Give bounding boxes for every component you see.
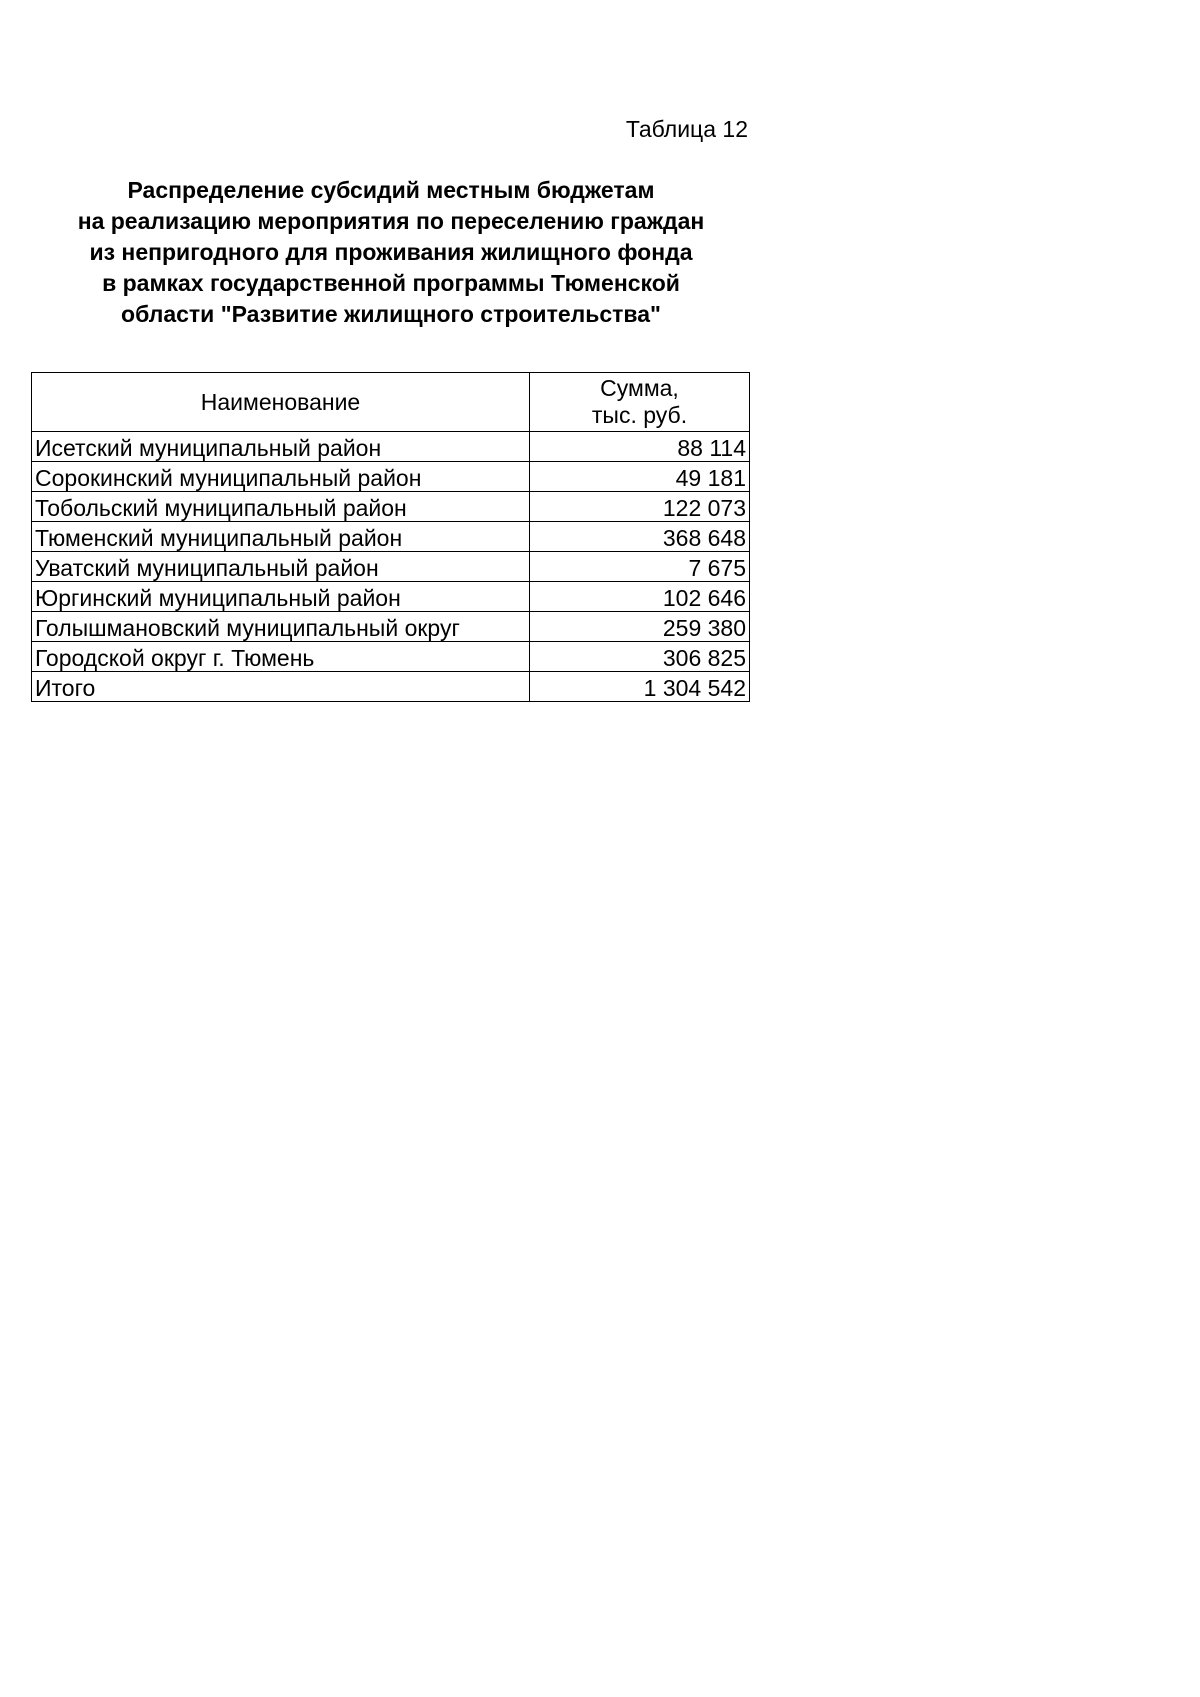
table-row — [32, 522, 750, 552]
row-sum: 368 648 — [530, 522, 750, 552]
column-header-name: Наименование — [32, 373, 530, 432]
row-name: Городской округ г. Тюмень — [32, 642, 530, 672]
row-sum: 49 181 — [530, 462, 750, 492]
column-header-sum-line: тыс. руб. — [591, 402, 688, 428]
row-name: Юргинский муниципальный район — [32, 582, 530, 612]
table-row — [32, 432, 750, 462]
table-row — [32, 642, 750, 672]
table-total-row — [32, 672, 750, 702]
subsidy-table — [31, 372, 750, 702]
table-row — [32, 462, 750, 492]
total-sum: 1 304 542 — [530, 672, 750, 702]
total-label: Итого — [32, 672, 530, 702]
table-row — [32, 492, 750, 522]
row-name: Сорокинский муниципальный район — [32, 462, 530, 492]
column-header-sum-line: Сумма, — [600, 375, 679, 401]
row-sum: 88 114 — [530, 432, 750, 462]
row-name: Тюменский муниципальный район — [32, 522, 530, 552]
table-number-label: Таблица 12 — [625, 116, 748, 142]
table-header-row — [32, 373, 750, 432]
row-sum: 122 073 — [530, 492, 750, 522]
table-row — [32, 552, 750, 582]
title-line: на реализацию мероприятия по переселению граждан — [77, 208, 705, 234]
table-row — [32, 582, 750, 612]
row-sum: 7 675 — [530, 552, 750, 582]
document-title — [30, 175, 752, 330]
row-sum: 102 646 — [530, 582, 750, 612]
table-row — [32, 612, 750, 642]
title-line: области "Развитие жилищного строительства" — [121, 301, 661, 327]
row-name: Тобольский муниципальный район — [32, 492, 530, 522]
row-sum: 259 380 — [530, 612, 750, 642]
row-name: Исетский муниципальный район — [32, 432, 530, 462]
title-line: Распределение субсидий местным бюджетам — [127, 177, 655, 203]
row-name: Уватский муниципальный район — [32, 552, 530, 582]
column-header-sum — [530, 373, 750, 432]
row-sum: 306 825 — [530, 642, 750, 672]
title-line: в рамках государственной программы Тюменской — [102, 270, 680, 296]
title-line: из непригодного для проживания жилищного фонда — [89, 239, 693, 265]
row-name: Голышмановский муниципальный округ — [32, 612, 530, 642]
